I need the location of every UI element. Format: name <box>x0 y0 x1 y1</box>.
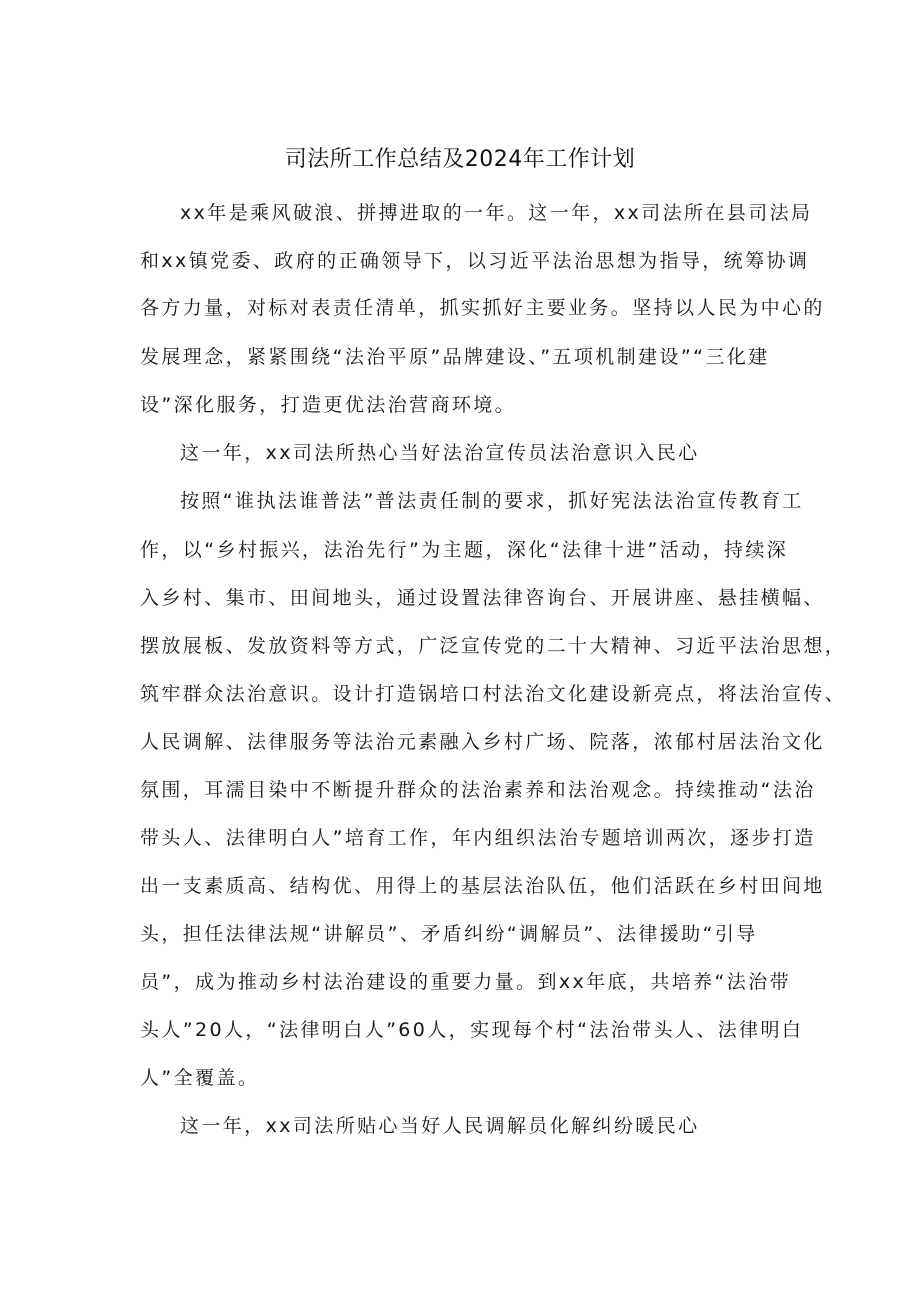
paragraph-line: 人民调解、法律服务等法治元素融入乡村广场、院落，浓郁村居法治文化 <box>140 731 825 753</box>
paragraph-line: 入乡村、集市、田间地头，通过设置法律咨询台、开展讲座、悬挂横幅、 <box>140 587 825 609</box>
paragraph-line: 各方力量，对标对表责任清单，抓实抓好主要业务。坚持以人民为中心的 <box>140 297 825 319</box>
section-heading: 这一年，xx司法所贴心当好人民调解员化解纠纷暖民心 <box>180 1115 700 1137</box>
section-heading: 这一年，xx司法所热心当好法治宣传员法治意识入民心 <box>180 442 700 464</box>
paragraph-line: 带头人、法律明白人”培育工作，年内组织法治专题培训两次，逐步打造 <box>140 827 816 849</box>
paragraph-line: 和xx镇党委、政府的正确领导下，以习近平法治思想为指导，统筹协调 <box>140 250 810 272</box>
paragraph-line: 筑牢群众法治意识。设计打造锅培口村法治文化建设新亮点，将法治宣传、 <box>140 683 847 705</box>
paragraph-line: 氛围，耳濡目染中不断提升群众的法治素养和法治观念。持续推动“法治 <box>140 779 816 801</box>
paragraph-line: 发展理念，紧紧围绕“法治平原”品牌建设、”五项机制建设”“三化建 <box>140 346 770 368</box>
paragraph-line: 按照“谁执法谁普法”普法责任制的要求，抓好宪法法治宣传教育工 <box>180 490 804 512</box>
paragraph-line: xx年是乘风破浪、拼搏进取的一年。这一年，xx司法所在县司法局 <box>180 202 813 224</box>
paragraph-line: 头，担任法律法规“讲解员”、矛盾纠纷“调解员”、法律援助“引导 <box>140 923 758 945</box>
paragraph-line: 作，以“乡村振兴，法治先行”为主题，深化“法律十进”活动，持续深 <box>140 539 789 561</box>
paragraph-line: 出一支素质高、结构优、用得上的基层法治队伍，他们活跃在乡村田间地 <box>140 875 825 897</box>
paragraph-line: 人”全覆盖。 <box>140 1067 260 1089</box>
paragraph-line: 头人”20人，“法律明白人”60人，实现每个村“法治带头人、法律明白 <box>140 1019 804 1041</box>
paragraph-line: 员”，成为推动乡村法治建设的重要力量。到xx年底，共培养“法治带 <box>140 971 791 993</box>
document-title: 司法所工作总结及2024年工作计划 <box>284 147 636 172</box>
paragraph-line: 摆放展板、发放资料等方式，广泛宣传党的二十大精神、习近平法治思想， <box>140 635 847 657</box>
paragraph-line: 设”深化服务，打造更优法治营商环境。 <box>140 394 517 416</box>
